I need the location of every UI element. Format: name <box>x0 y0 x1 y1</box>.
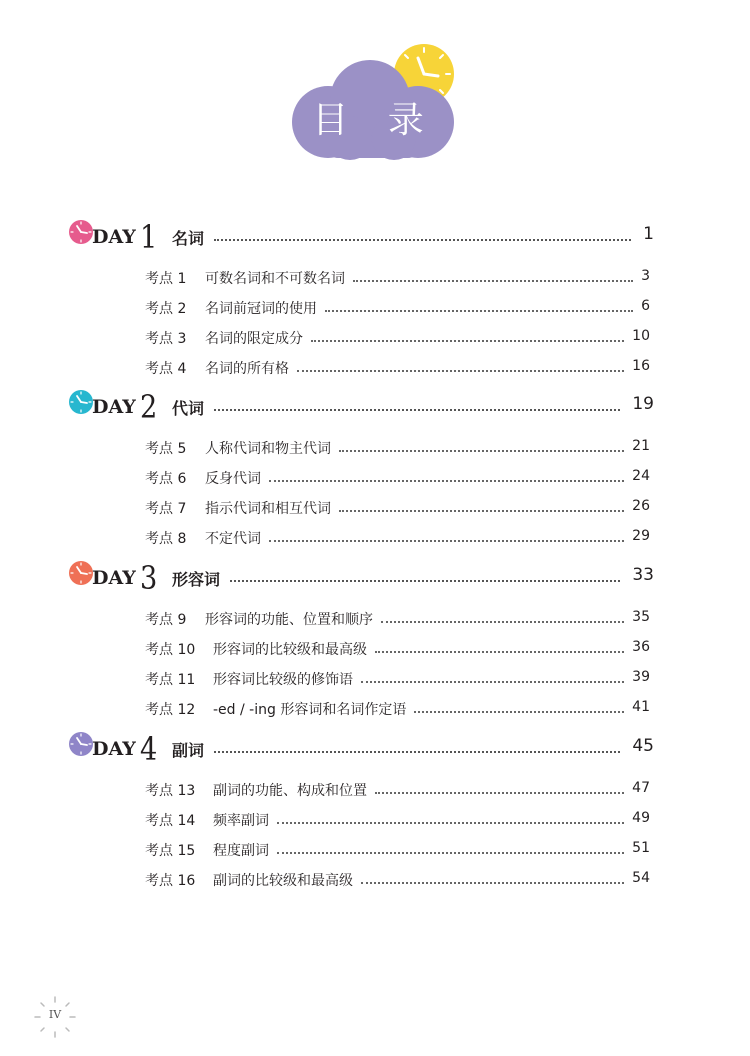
day-title: 形容词 <box>172 570 221 589</box>
kaodian-label: 考点 6 <box>145 471 187 487</box>
toc-entry[interactable] <box>145 870 650 892</box>
kaodian-label: 考点 15 <box>145 843 196 859</box>
entry-topic: 可数名词和不可数名词 <box>205 271 345 287</box>
kaodian-label: 考点 4 <box>145 361 187 377</box>
toc-entry[interactable] <box>145 498 650 520</box>
clock-icon <box>68 560 94 586</box>
dot-leader <box>361 882 624 884</box>
dot-leader <box>339 450 624 452</box>
toc-entry[interactable] <box>145 669 650 691</box>
day-number: 2 <box>140 388 158 426</box>
dot-leader <box>375 651 624 653</box>
page-number: 21 <box>632 438 650 454</box>
dot-leader <box>381 621 624 623</box>
toc-entry[interactable] <box>145 268 650 290</box>
dot-leader <box>269 540 624 542</box>
toc-entry[interactable] <box>145 609 650 631</box>
toc-entry[interactable] <box>145 810 650 832</box>
day-number: 1 <box>140 218 158 256</box>
kaodian-label: 考点 9 <box>145 612 187 628</box>
page-number: 41 <box>632 699 650 715</box>
dot-leader <box>325 310 633 312</box>
entry-topic: 副词的功能、构成和位置 <box>213 783 367 799</box>
header-cloud <box>290 42 470 164</box>
dot-leader <box>375 792 624 794</box>
entry-topic: -ed / -ing 形容词和名词作定语 <box>213 702 407 718</box>
toc-entry[interactable] <box>145 528 650 550</box>
dot-leader <box>214 239 631 241</box>
kaodian-label: 考点 3 <box>145 331 187 347</box>
dot-leader <box>269 480 624 482</box>
entry-topic: 指示代词和相互代词 <box>205 501 331 517</box>
dot-leader <box>311 340 624 342</box>
page-number: 49 <box>632 810 650 826</box>
kaodian-label: 考点 14 <box>145 813 196 829</box>
dot-leader <box>214 751 620 753</box>
page-number: 24 <box>632 468 650 484</box>
page-number: 19 <box>632 394 654 414</box>
page-number: 35 <box>632 609 650 625</box>
day-title: 副词 <box>172 741 205 760</box>
page-number: 51 <box>632 840 650 856</box>
page-number: 10 <box>632 328 650 344</box>
entry-topic: 形容词的比较级和最高级 <box>213 642 367 658</box>
entry-topic: 不定代词 <box>205 531 261 547</box>
toc-day-4[interactable] <box>68 732 654 768</box>
page-number: 6 <box>641 298 650 314</box>
dot-leader <box>277 852 624 854</box>
page-number: 29 <box>632 528 650 544</box>
page-number: 26 <box>632 498 650 514</box>
dot-leader <box>214 409 620 411</box>
day-label: DAY <box>92 396 136 418</box>
day-title: 名词 <box>172 229 205 248</box>
page-number: 47 <box>632 780 650 796</box>
day-label: DAY <box>92 738 136 760</box>
page-number: 39 <box>632 669 650 685</box>
toc-entry[interactable] <box>145 699 650 721</box>
entry-topic: 形容词的功能、位置和顺序 <box>205 612 373 628</box>
toc-entry[interactable] <box>145 840 650 862</box>
entry-topic: 名词的所有格 <box>205 361 289 377</box>
page-number: IV <box>48 1008 62 1021</box>
page-number: 16 <box>632 358 650 374</box>
page-title: 目 录 <box>312 100 438 141</box>
kaodian-label: 考点 2 <box>145 301 187 317</box>
dot-leader <box>414 711 624 713</box>
clock-icon <box>68 219 94 245</box>
toc-entry[interactable] <box>145 298 650 320</box>
dot-leader <box>230 580 620 582</box>
kaodian-label: 考点 10 <box>145 642 196 658</box>
toc-entry[interactable] <box>145 468 650 490</box>
page-number: 36 <box>632 639 650 655</box>
day-label: DAY <box>92 567 136 589</box>
kaodian-label: 考点 11 <box>145 672 196 688</box>
dot-leader <box>361 681 624 683</box>
dot-leader <box>339 510 624 512</box>
toc-entry[interactable] <box>145 780 650 802</box>
day-number: 4 <box>140 730 158 768</box>
entry-topic: 副词的比较级和最高级 <box>213 873 353 889</box>
page-number: 45 <box>632 736 654 756</box>
entry-topic: 名词的限定成分 <box>205 331 303 347</box>
kaodian-label: 考点 7 <box>145 501 187 517</box>
day-title: 代词 <box>172 399 205 418</box>
page-number: 54 <box>632 870 650 886</box>
day-number: 3 <box>140 559 158 597</box>
toc-entry[interactable] <box>145 358 650 380</box>
page-number: 1 <box>643 224 654 244</box>
toc-entry[interactable] <box>145 328 650 350</box>
dot-leader <box>277 822 624 824</box>
dot-leader <box>297 370 624 372</box>
entry-topic: 人称代词和物主代词 <box>205 441 331 457</box>
clock-icon <box>68 731 94 757</box>
kaodian-label: 考点 8 <box>145 531 187 547</box>
page-number: 3 <box>641 268 650 284</box>
entry-topic: 频率副词 <box>213 813 269 829</box>
dot-leader <box>353 280 633 282</box>
kaodian-label: 考点 5 <box>145 441 187 457</box>
toc-day-2[interactable] <box>68 390 654 426</box>
kaodian-label: 考点 1 <box>145 271 187 287</box>
entry-topic: 名词前冠词的使用 <box>205 301 317 317</box>
kaodian-label: 考点 13 <box>145 783 196 799</box>
kaodian-label: 考点 12 <box>145 702 196 718</box>
toc-entry[interactable] <box>145 639 650 661</box>
toc-day-1[interactable] <box>68 220 654 256</box>
entry-topic: 形容词比较级的修饰语 <box>213 672 353 688</box>
entry-topic: 程度副词 <box>213 843 269 859</box>
entry-topic: 反身代词 <box>205 471 261 487</box>
clock-icon <box>68 389 94 415</box>
page-number: 33 <box>632 565 654 585</box>
toc-entry[interactable] <box>145 438 650 460</box>
day-label: DAY <box>92 226 136 248</box>
toc-day-3[interactable] <box>68 561 654 597</box>
footer-page-badge <box>33 995 77 1039</box>
kaodian-label: 考点 16 <box>145 873 196 889</box>
